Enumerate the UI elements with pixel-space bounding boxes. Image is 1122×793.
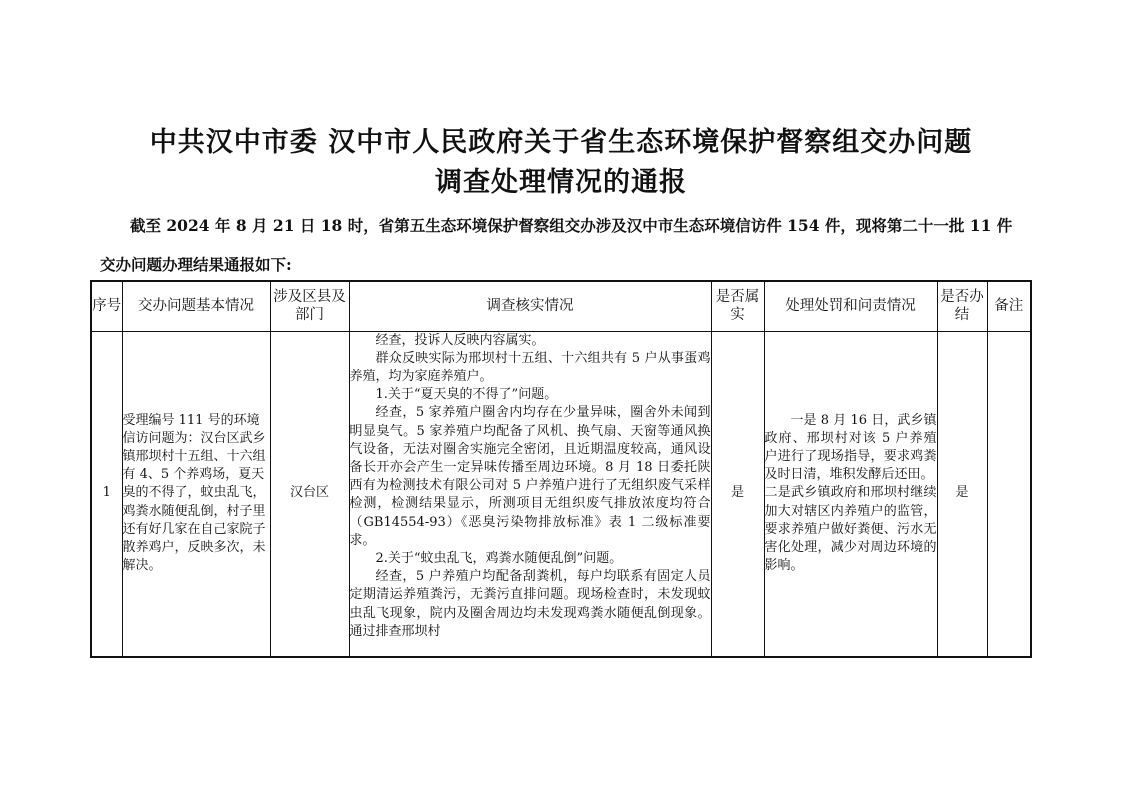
header-done: 是否办结 [937,281,987,331]
intro-paragraph-line2: 交办问题办理结果通报如下: [100,255,292,274]
penalty-para-2: 二是武乡镇政府和邢坝村继续加大对辖区内养殖户的监管，要求养殖户做好粪便、污水无害化处理，减少对周边环境的影响。 [764,485,937,574]
cell-verified: 是 [711,331,764,657]
table-row [91,331,1031,657]
header-district: 涉及区县及部门 [270,281,349,331]
header-verified: 是否属实 [711,281,764,331]
cell-district: 汉台区 [270,331,349,657]
header-basic-info: 交办问题基本情况 [122,281,270,331]
cell-seq: 1 [91,331,122,657]
cell-remark [987,331,1031,657]
header-investigation: 调查核实情况 [349,281,711,331]
cell-basic-info: 受理编号 111 号的环境信访问题为：汉台区武乡镇邢坝村十五组、十六组有 4、5 个养鸡场，夏天臭的不得了，蚊虫乱飞，鸡粪水随便乱倒，村子里还有好几家在自己家院子散养鸡户，反映多次，未解决。 [122,331,270,657]
cell-done: 是 [937,331,987,657]
table-header-row [91,281,1031,331]
investigation-para-2: 群众反映实际为邢坝村十五组、十六组共有 5 户从事蛋鸡养殖，均为家庭养殖户。 [349,350,711,384]
report-table [90,280,1032,658]
cell-penalty [764,331,937,657]
investigation-para-5: 2.关于“蚊虫乱飞，鸡粪水随便乱倒”问题。 [375,550,623,566]
investigation-para-3: 1.关于“夏天臭的不得了”问题。 [375,387,558,403]
investigation-para-4: 经查，5 家养殖户圈舍内均存在少量异味，圈舍外未闻到明显臭气。5 家养殖户均配备了风机、换气扇、天窗等通风换气设备，无法对圈舍实施完全密闭，且近期温度较高，通风设备长开亦会产生一定异味传播至周边环境。8 月 18 日委托陕西有为检测技术有限公司对 5 户养殖户进行了无组织废气采样检测，检测结果显示，所测项目无组织废气排放浓度均符合（GB14554-93）《恶臭污染物排放标准》表 1 二级标准要求。 [349,405,711,548]
header-seq: 序号 [91,281,122,331]
intro-paragraph-line1: 截至 2024 年 8 月 21 日 18 时，省第五生态环境保护督察组交办涉及汉中市生态环境信访件 154 件，现将第二十一批 11 件 [130,216,1013,235]
cell-investigation [349,331,711,657]
document-title-line2: 调查处理情况的通报 [435,167,687,198]
penalty-para-1: 一是 8 月 16 日，武乡镇政府、邢坝村对该 5 户养殖户进行了现场指导，要求鸡粪及时日清，堆积发酵后还田。 [764,412,937,483]
investigation-para-1: 经查，投诉人反映内容属实。 [375,332,545,348]
header-penalty: 处理处罚和问责情况 [764,281,937,331]
document-title-line1: 中共汉中市委 汉中市人民政府关于省生态环境保护督察组交办问题 [149,127,973,158]
header-remark: 备注 [987,281,1031,331]
investigation-para-6: 经查，5 户养殖户均配备刮粪机，每户均联系有固定人员定期清运养殖粪污，无粪污直排问题。现场检查时，未发现蚊虫乱飞现象，院内及圈舍周边均未发现鸡粪水随便乱倒现象。通过排查邢坝村 [349,569,711,639]
